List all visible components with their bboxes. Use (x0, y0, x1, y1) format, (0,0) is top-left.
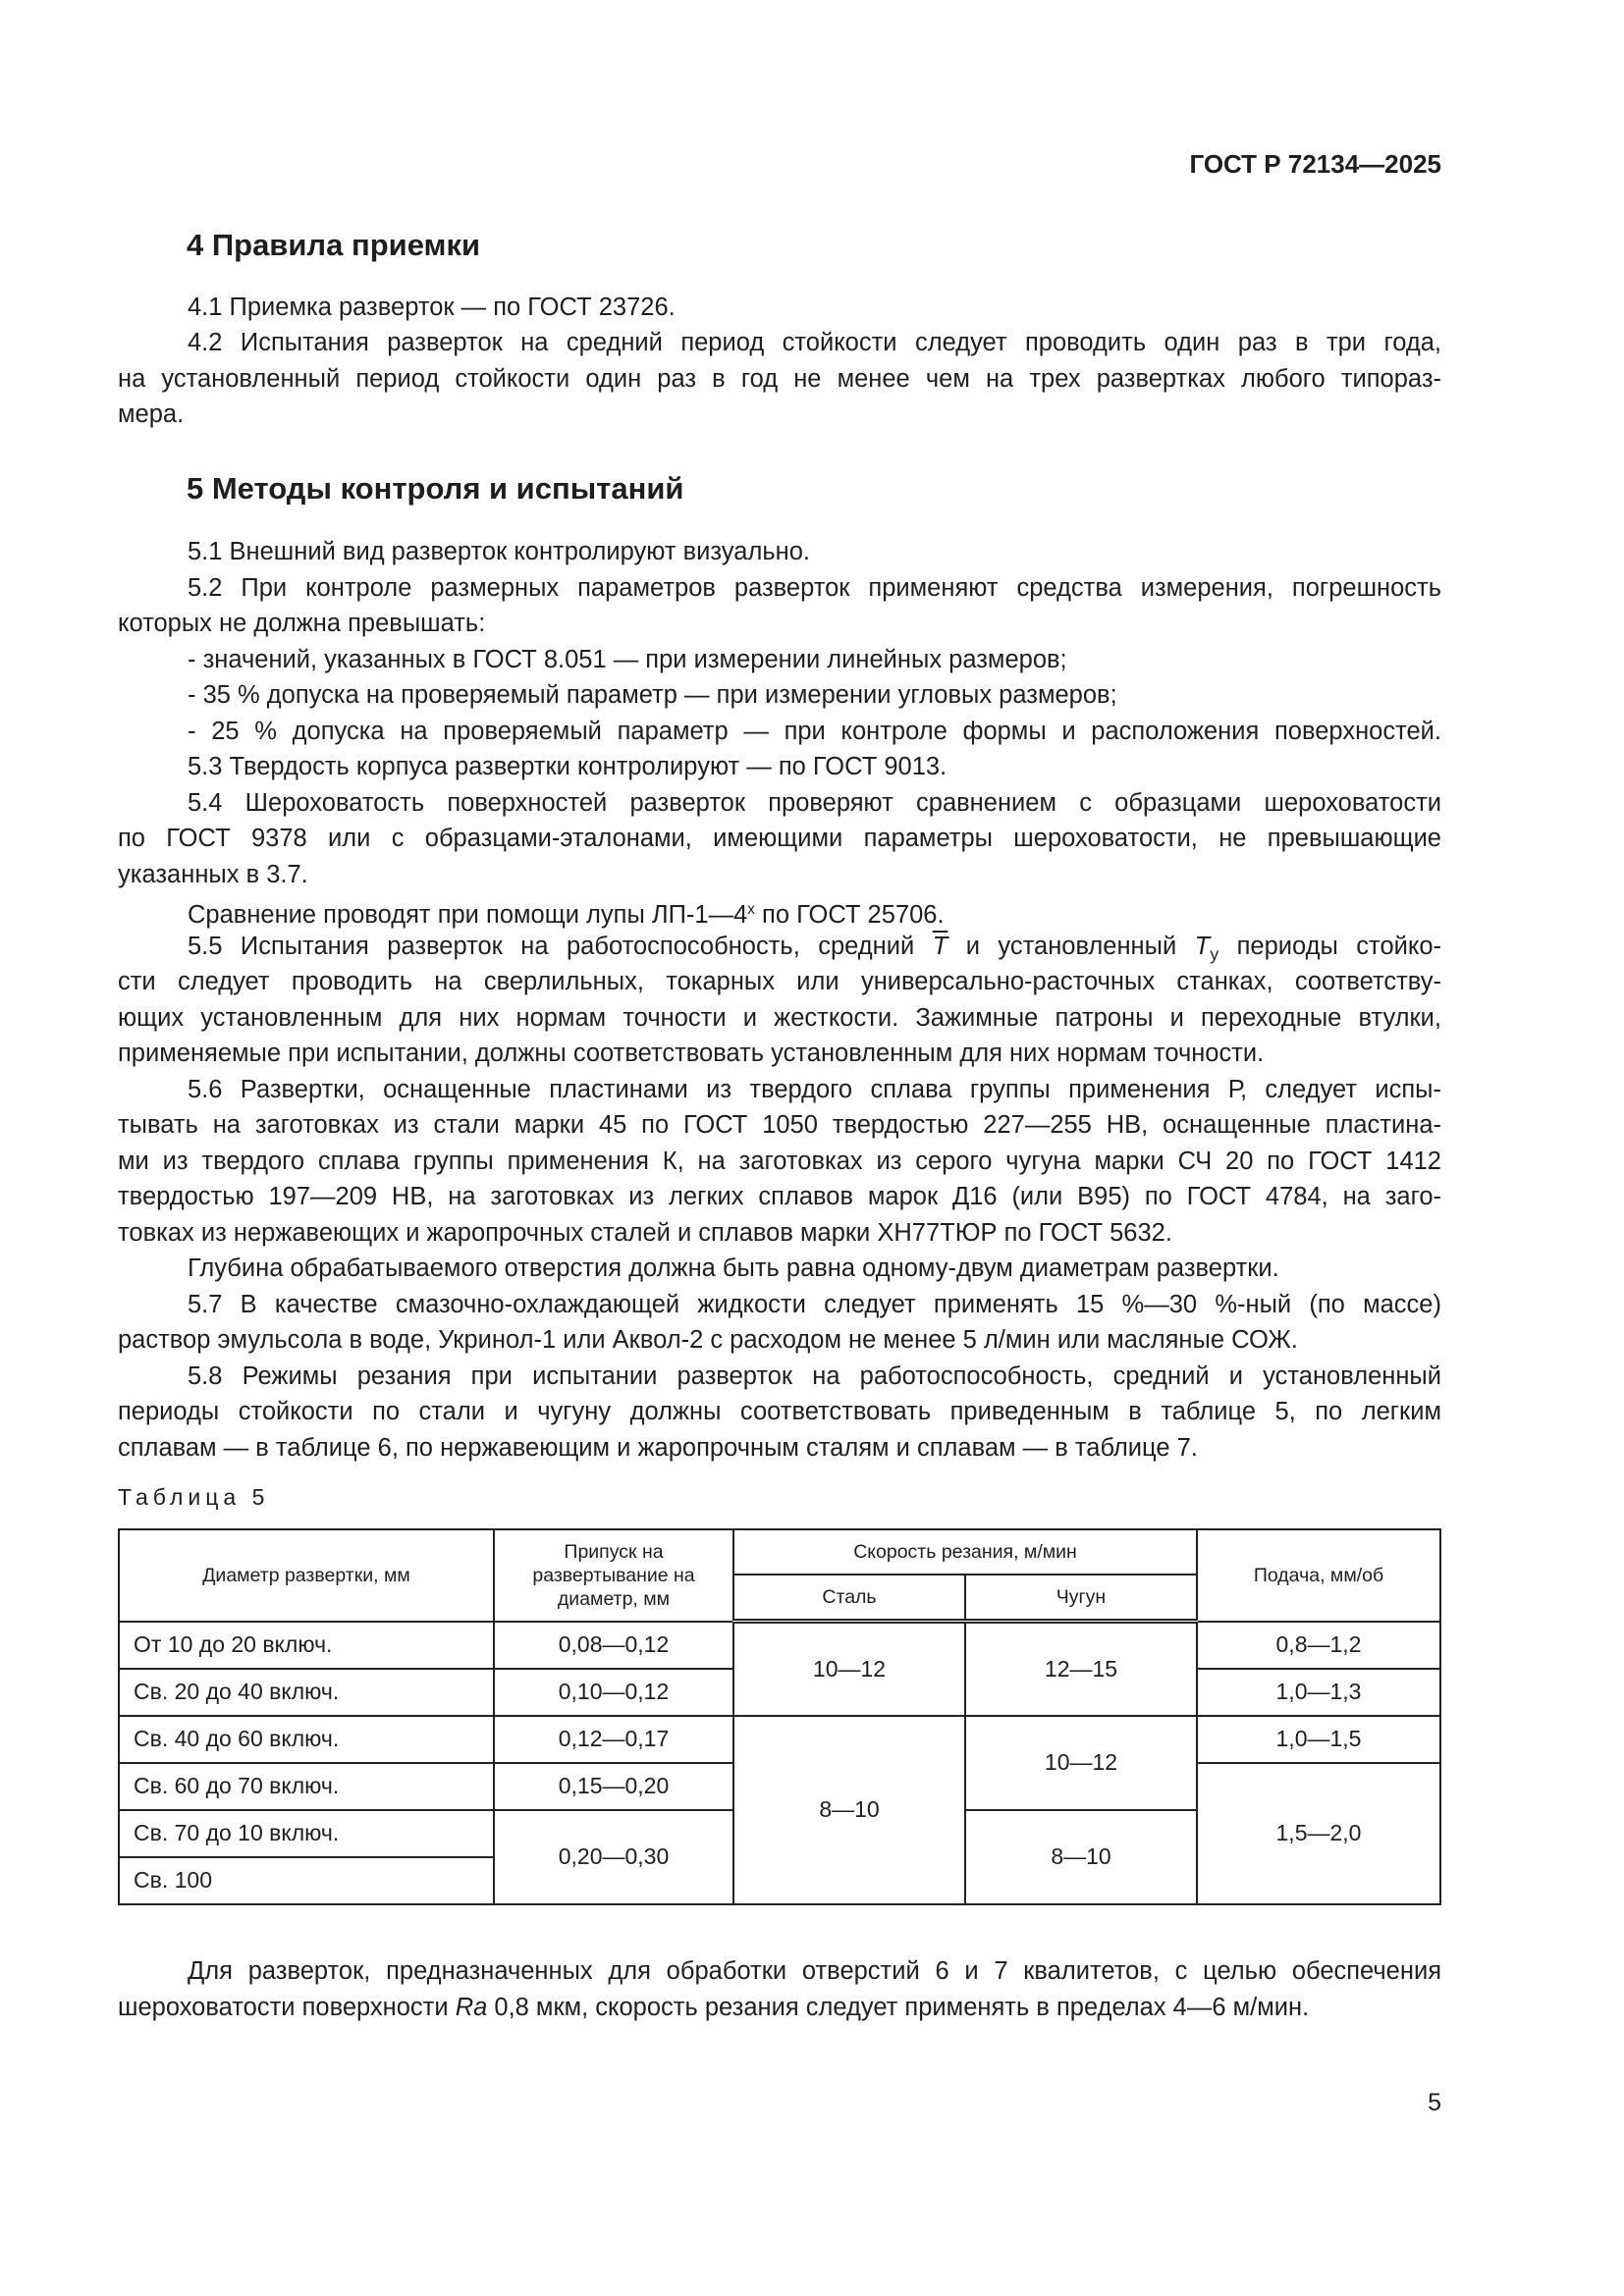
italic-symbol: Ra (455, 1993, 488, 2021)
text-run: твердостью 197—209 НВ, на заготовках из легких сплавов марок Д16 (или В95) по ГОСТ 4784, на заго- (118, 1183, 1441, 1210)
text-run: и установленный (947, 932, 1195, 960)
cell-feed: 1,0—1,5 (1197, 1716, 1440, 1763)
text-run: указанных в 3.7. (118, 860, 308, 888)
cell-cast-iron: 10—12 (965, 1716, 1197, 1810)
paragraph-line (188, 749, 1441, 784)
text-run: на установленный период стойкости один раз в год не менее чем на трех развертках любого типораз- (118, 364, 1441, 393)
cell-feed: 1,5—2,0 (1197, 1763, 1440, 1904)
text-run: - 25 % допуска на проверяемый параметр — при контроле формы и расположения поверхностей. (188, 717, 1441, 745)
text-run: товках из нержавеющих и жаропрочных сталей и сплавов марки ХН77ТЮР по ГОСТ 5632. (118, 1218, 1172, 1247)
text-run: сти следует проводить на сверлильных, токарных или универсально-расточных станках, соответству- (118, 968, 1441, 995)
text-run: ми из твердого сплава группы применения К, на заготовках из серого чугуна марки СЧ 20 по ГОСТ 1412 (118, 1147, 1441, 1175)
cell-diameter: Св. 40 до 60 включ. (119, 1716, 494, 1763)
paragraph-line (188, 1953, 1441, 1989)
cell-steel: 8—10 (733, 1716, 965, 1904)
cell-diameter: Св. 60 до 70 включ. (119, 1763, 494, 1810)
paragraph-line (118, 1000, 1441, 1036)
header-allowance: Припуск на развертывание на диаметр, мм (494, 1529, 733, 1622)
paragraph-line (118, 857, 1441, 892)
text-run: 5.7 В качестве смазочно-охлаждающей жидкости следует применять 15 %—30 %-ный (по массе) (188, 1290, 1441, 1318)
paragraph-line (118, 821, 1441, 856)
text-run: 5.3 Твердость корпуса развертки контролируют — по ГОСТ 9013. (188, 753, 947, 780)
paragraph-line (118, 964, 1441, 999)
text-run: 5.8 Режимы резания при испытании разверток на работоспособность, средний и установленный (188, 1362, 1441, 1390)
text-run: - 35 % допуска на проверяемый параметр — при измерении угловых размеров; (188, 681, 1117, 709)
paragraph-line (188, 1359, 1441, 1394)
text-run: сплавам — в таблице 6, по нержавеющим и жаропрочным сталям и сплавам — в таблице 7. (118, 1433, 1198, 1462)
paragraph-line (118, 1430, 1441, 1466)
paragraph-line (188, 929, 1441, 964)
text-run: периоды стойко- (1218, 932, 1441, 960)
text-run: 0,8 мкм, скорость резания следует применять в пределах 4—6 м/мин. (487, 1993, 1310, 2021)
text-run: Для разверток, предназначенных для обработки отверстий 6 и 7 квалитетов, с целью обеспечения (188, 1957, 1441, 1985)
cell-feed: 1,0—1,3 (1197, 1669, 1440, 1716)
paragraph-line (188, 570, 1441, 606)
paragraph-line (188, 325, 1441, 360)
paragraph-line (188, 1072, 1441, 1107)
text-run: Сравнение проводят при помощи лупы ЛП-1—4 (188, 901, 748, 930)
cell-allowance: 0,08—0,12 (494, 1622, 733, 1669)
paragraph-line (188, 892, 1441, 928)
header-steel: Сталь (733, 1575, 965, 1622)
text-run: 4.1 Приемка разверток — по ГОСТ 23726. (188, 294, 676, 321)
cell-cast-iron: 8—10 (965, 1810, 1197, 1904)
paragraph-line (188, 1287, 1441, 1322)
text-run: применяемые при испытании, должны соответствовать установленным для них нормам точности. (118, 1040, 1265, 1067)
section-5-title: 5 Методы контроля и испытаний (187, 471, 684, 506)
paragraph-line (118, 1215, 1441, 1251)
paragraph-line (188, 714, 1441, 749)
cell-steel: 10—12 (733, 1622, 965, 1716)
header-diameter: Диаметр развертки, мм (119, 1529, 494, 1622)
cell-allowance: 0,10—0,12 (494, 1669, 733, 1716)
cell-diameter: Св. 100 (119, 1857, 494, 1904)
paragraph-line (118, 1179, 1441, 1214)
paragraph-line (118, 397, 1441, 432)
paragraph-line (118, 1107, 1441, 1143)
text-run: 4.2 Испытания разверток на средний период стойкости следует проводить один раз в три года, (188, 329, 1441, 356)
italic-symbol: $\overline{T}$ (932, 932, 948, 960)
paragraph-line (118, 1036, 1441, 1071)
text-run: которых не должна превышать: (118, 610, 486, 637)
text-run: раствор эмульсола в воде, Укринол-1 или Аквол-2 с расходом не менее 5 л/мин или масляные СОЖ. (118, 1326, 1298, 1354)
document-id: ГОСТ Р 72134—2025 (1189, 149, 1441, 179)
subscript: y (1210, 943, 1219, 964)
cell-cast-iron: 12—15 (965, 1622, 1197, 1716)
text-run: шероховатости поверхности (118, 1993, 456, 2021)
table-caption: Таблица 5 (118, 1484, 270, 1510)
paragraph-line (118, 1322, 1441, 1358)
paragraph-line (118, 1394, 1441, 1429)
cell-diameter: Св. 70 до 10 включ. (119, 1810, 494, 1857)
table-5 (118, 1528, 1441, 1905)
text-run: 5.1 Внешний вид разверток контролируют визуально. (188, 538, 810, 565)
header-speed: Скорость резания, м/мин (733, 1529, 1197, 1575)
paragraph-line (188, 1251, 1441, 1286)
text-run: ющих установленным для них нормам точности и жесткости. Зажимные патроны и переходные втулки, (118, 1003, 1441, 1032)
text-run: по ГОСТ 25706. (754, 901, 945, 930)
text-run: 5.6 Развертки, оснащенные пластинами из твердого сплава группы применения Р, следует испы- (188, 1075, 1441, 1103)
text-run: периоды стойкости по стали и чугуну должны соответствовать приведенным в таблице 5, по легким (118, 1398, 1441, 1425)
text-run: мера. (118, 400, 185, 428)
paragraph-line (188, 642, 1441, 677)
page-number: 5 (1428, 2089, 1441, 2116)
superscript: x (747, 901, 755, 918)
header-cast-iron: Чугун (965, 1575, 1197, 1622)
text-run: Глубина обрабатываемого отверстия должна быть равна одному-двум диаметрам развертки. (188, 1255, 1279, 1282)
cell-allowance: 0,15—0,20 (494, 1763, 733, 1810)
cell-diameter: От 10 до 20 включ. (119, 1622, 494, 1669)
table-row (119, 1622, 1440, 1669)
italic-symbol: T (1194, 932, 1211, 960)
section-4-title: 4 Правила приемки (187, 228, 481, 262)
text-run: 5.4 Шероховатость поверхностей разверток проверяют сравнением с образцами шероховатости (188, 788, 1441, 817)
paragraph-line (188, 290, 1441, 325)
text-run: тывать на заготовках из стали марки 45 по ГОСТ 1050 твердостью 227—255 НВ, оснащенные пластина- (118, 1111, 1441, 1139)
cell-diameter: Св. 20 до 40 включ. (119, 1669, 494, 1716)
text-run: по ГОСТ 9378 или с образцами-эталонами, имеющими параметры шероховатости, не превышающие (118, 825, 1441, 852)
paragraph-line (188, 677, 1441, 713)
text-run: - значений, указанных в ГОСТ 8.051 — при измерении линейных размеров; (188, 645, 1067, 673)
cell-allowance: 0,12—0,17 (494, 1716, 733, 1763)
paragraph-line (118, 361, 1441, 397)
table-row (119, 1716, 1440, 1763)
header-feed: Подача, мм/об (1197, 1529, 1440, 1622)
paragraph-line (118, 1144, 1441, 1179)
paragraph-line (188, 534, 1441, 569)
paragraph-line (188, 785, 1441, 821)
cell-allowance: 0,20—0,30 (494, 1810, 733, 1904)
cell-feed: 0,8—1,2 (1197, 1622, 1440, 1669)
text-run: 5.5 Испытания разверток на работоспособность, средний (188, 932, 933, 960)
text-run: 5.2 При контроле размерных параметров разверток применяют средства измерения, погрешность (188, 573, 1441, 602)
paragraph-line (118, 606, 1441, 641)
paragraph-line (118, 1990, 1441, 2025)
